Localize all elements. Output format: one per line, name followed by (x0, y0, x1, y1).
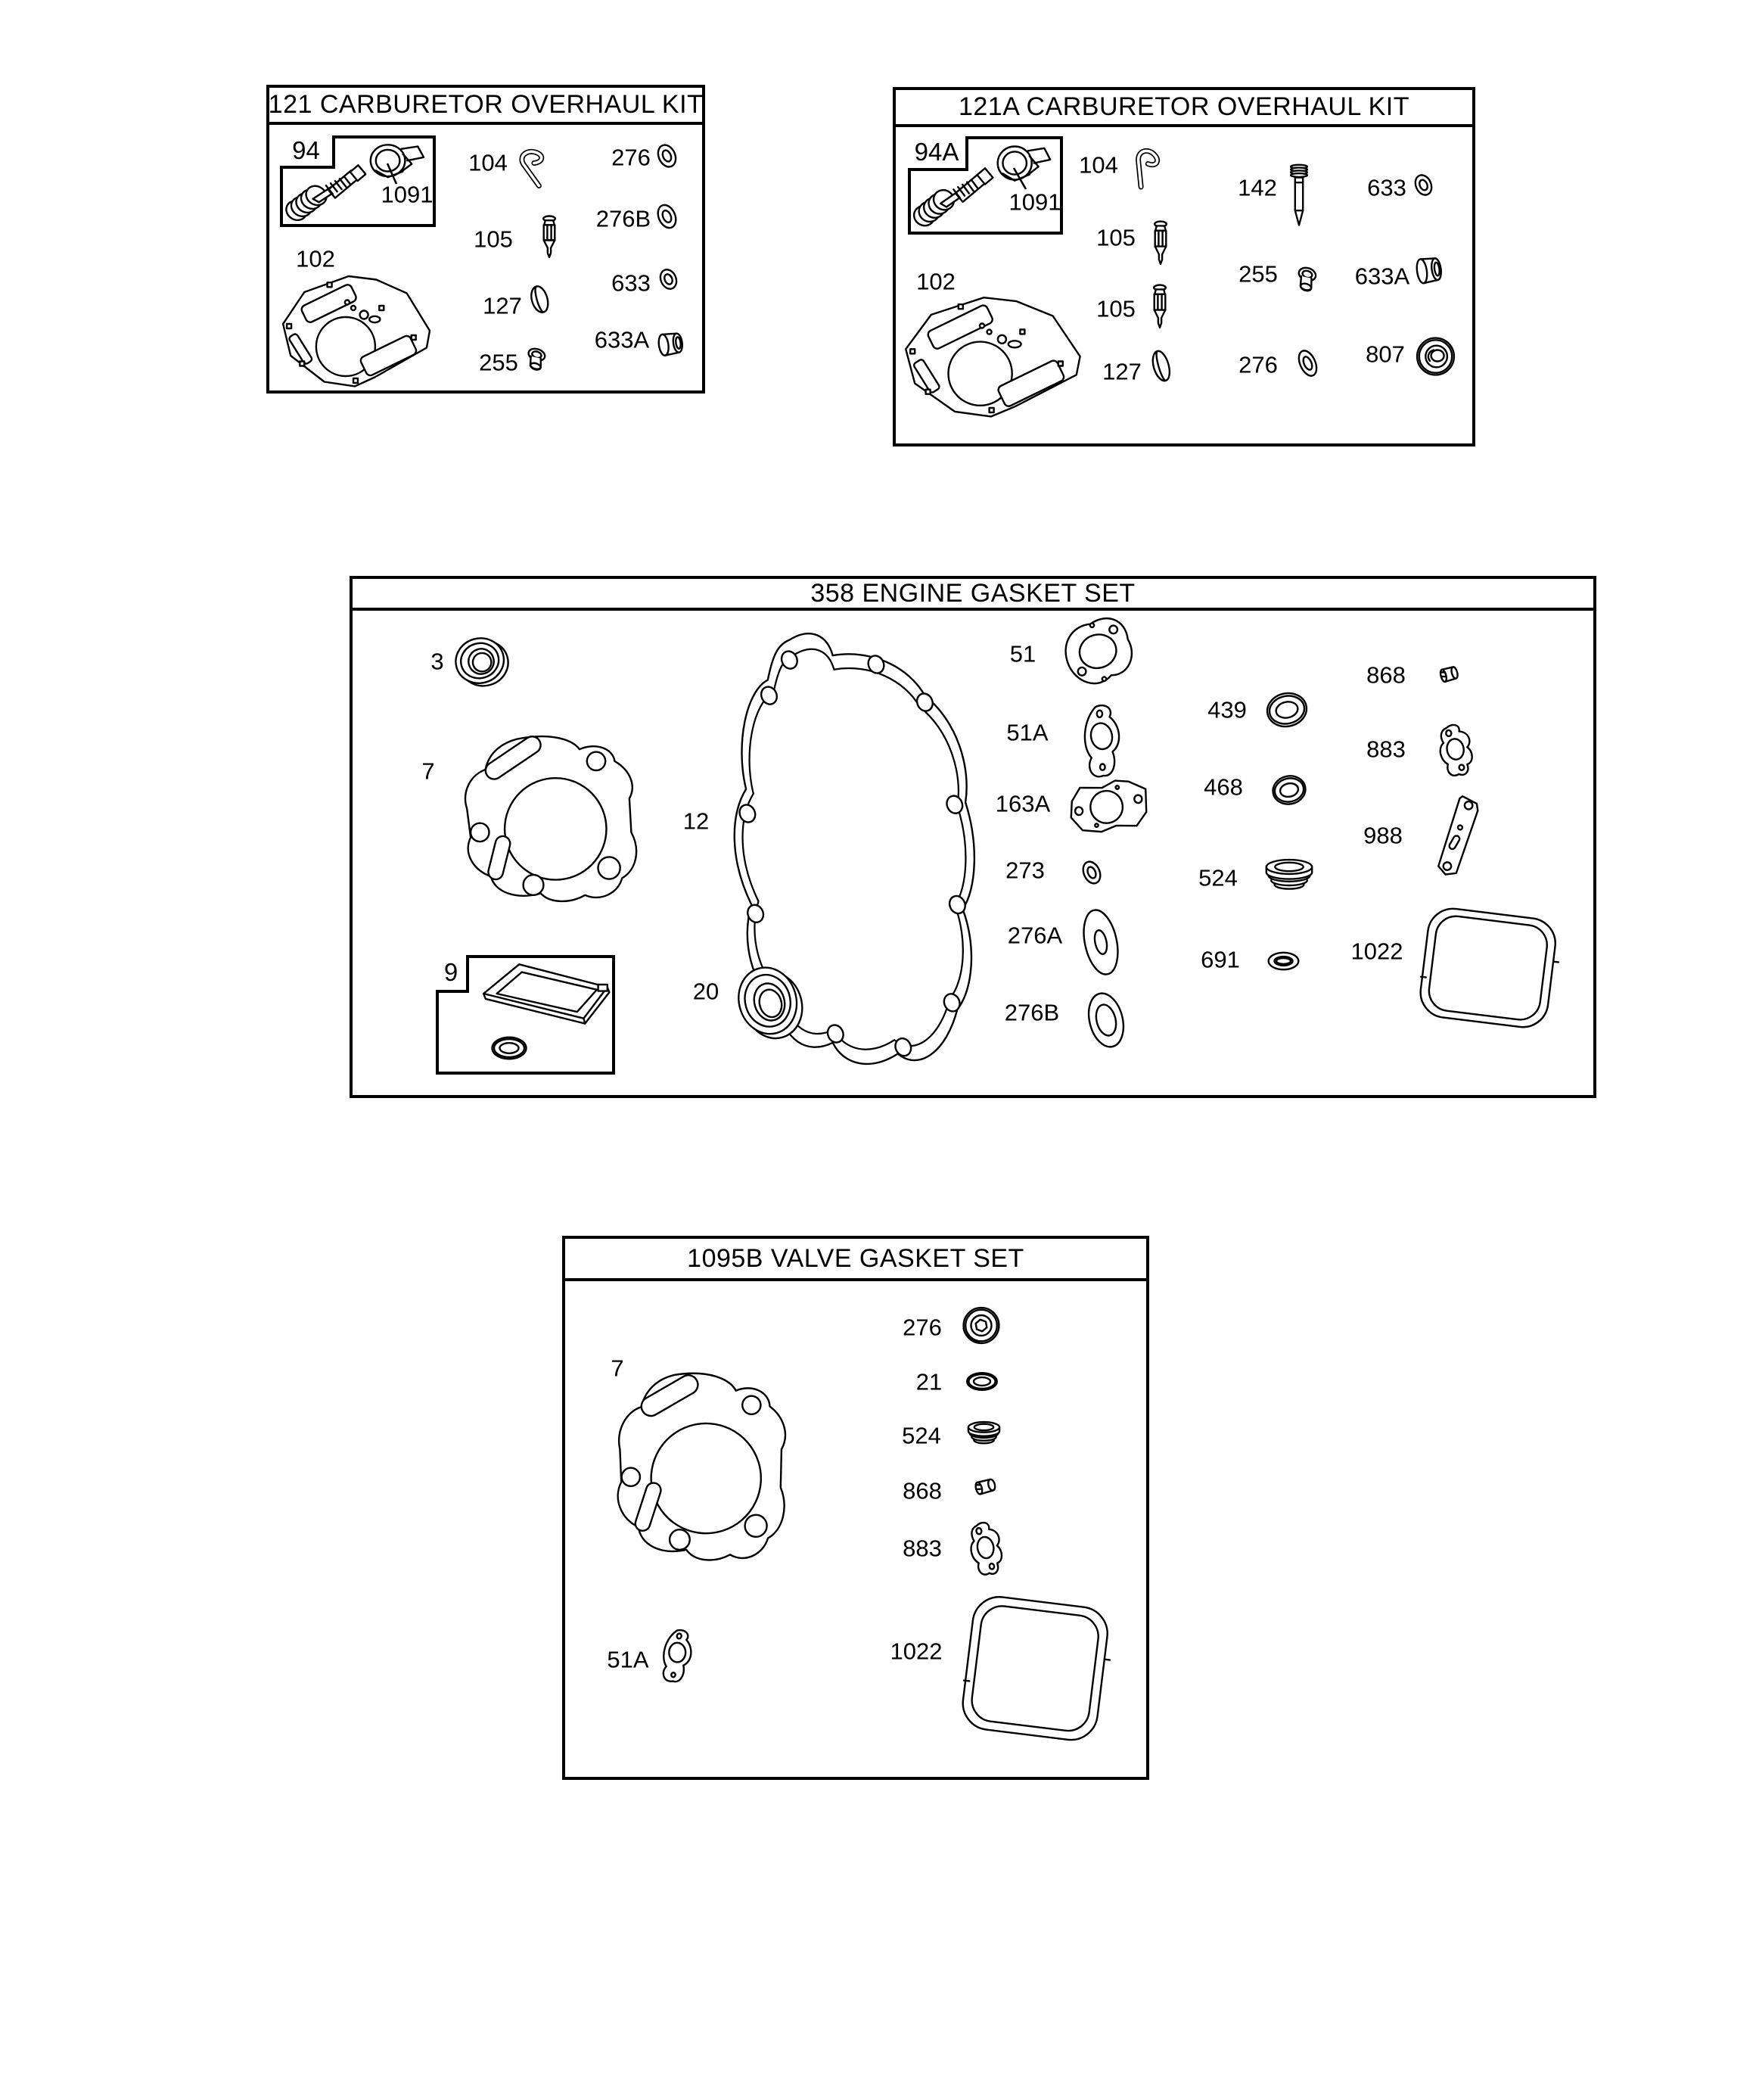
part-label-105: 105 (1096, 224, 1136, 251)
sub-box-label-94a: 94A (908, 136, 968, 171)
part-label-524: 524 (902, 1422, 941, 1449)
kit-box-title: 358 ENGINE GASKET SET (353, 579, 1593, 611)
part-label-276: 276 (1238, 351, 1278, 378)
kit-box-content (896, 90, 1472, 443)
part-label-1022: 1022 (1350, 938, 1403, 965)
part-drawing-276a (1082, 907, 1120, 978)
part-drawing-255 (524, 349, 552, 372)
part-label-273: 273 (1005, 857, 1045, 884)
part-drawing-142 (1289, 163, 1309, 227)
part-drawing-102 (900, 295, 1082, 418)
part-drawing-276 (657, 143, 677, 169)
part-drawing-276b (1086, 990, 1126, 1050)
part-label-276b: 276B (595, 205, 651, 232)
part-label-807: 807 (1366, 341, 1405, 368)
part-label-633: 633 (1367, 174, 1406, 201)
part-drawing-104 (514, 149, 555, 187)
part-label-7: 7 (611, 1355, 624, 1382)
part-label-163a: 163A (995, 790, 1051, 817)
part-drawing-51a (1077, 704, 1127, 781)
part-label-633: 633 (611, 269, 651, 297)
part-drawing-21 (965, 1371, 999, 1392)
part-drawing-868 (974, 1477, 996, 1496)
part-label-20: 20 (692, 978, 719, 1005)
leader-line (908, 136, 1063, 235)
kit-box-content (269, 88, 702, 390)
kit-box-121-carburetor-overhaul (266, 85, 705, 394)
kit-box-content (353, 579, 1593, 1095)
part-label-691: 691 (1201, 946, 1240, 973)
part-label-1091: 1091 (1008, 188, 1061, 216)
part-drawing-flatring (490, 1035, 528, 1061)
part-label-7: 7 (421, 758, 435, 785)
part-label-883: 883 (1366, 736, 1406, 763)
part-drawing-valvecover (480, 961, 611, 1026)
part-label-276b: 276B (1004, 999, 1060, 1026)
part-label-51a: 51A (1006, 719, 1049, 746)
part-label-868: 868 (1366, 661, 1406, 689)
part-label-12: 12 (682, 807, 710, 835)
part-label-127: 127 (1102, 358, 1142, 385)
part-drawing-51a (651, 1625, 701, 1688)
part-label-439: 439 (1207, 696, 1247, 723)
part-drawing-883 (1437, 723, 1475, 778)
part-drawing-524 (1262, 857, 1316, 896)
part-drawing-633a (656, 331, 685, 357)
kit-box-121a-carburetor-overhaul (893, 87, 1475, 446)
part-drawing-883 (968, 1521, 1005, 1577)
part-label-276: 276 (611, 144, 651, 171)
kit-box-content (565, 1239, 1146, 1777)
part-drawing-633a (1414, 255, 1444, 285)
part-label-127: 127 (483, 292, 522, 319)
part-drawing-633 (1414, 173, 1433, 197)
part-label-51a: 51A (607, 1646, 649, 1673)
part-label-102: 102 (916, 268, 956, 295)
sub-box-label-94: 94 (280, 135, 335, 169)
part-drawing-273 (1082, 860, 1102, 885)
part-label-988: 988 (1363, 822, 1403, 849)
part-drawing-105 (539, 216, 559, 258)
sub-box-label-9: 9 (436, 955, 469, 993)
kit-box-358-engine-gasket-set (350, 576, 1596, 1098)
part-drawing-163a (1067, 778, 1151, 835)
part-drawing-105 (1151, 221, 1170, 265)
part-drawing-102 (278, 274, 431, 387)
part-label-51: 51 (1009, 640, 1036, 667)
part-label-255: 255 (479, 349, 518, 376)
part-label-142: 142 (1238, 174, 1277, 201)
part-drawing-276 (1298, 348, 1317, 378)
part-label-633a: 633A (594, 326, 650, 353)
part-drawing-633 (659, 268, 678, 291)
part-label-633a: 633A (1354, 263, 1410, 290)
part-drawing-807 (1416, 338, 1456, 375)
part-label-524: 524 (1198, 864, 1238, 891)
part-label-3: 3 (430, 648, 444, 675)
part-label-104: 104 (1079, 151, 1118, 179)
part-drawing-691 (1267, 950, 1300, 972)
part-drawing-988 (1433, 793, 1477, 878)
part-label-105: 105 (1096, 295, 1136, 322)
kit-box-title: 121A CARBURETOR OVERHAUL KIT (896, 90, 1472, 127)
part-label-1022: 1022 (890, 1638, 943, 1665)
kit-box-title: 121 CARBURETOR OVERHAUL KIT (269, 88, 702, 125)
part-label-21: 21 (915, 1368, 943, 1395)
kit-box-title: 1095B VALVE GASKET SET (565, 1239, 1146, 1281)
part-label-255: 255 (1238, 260, 1278, 288)
part-label-276: 276 (903, 1314, 942, 1341)
part-drawing-3 (452, 634, 510, 689)
leader-line (280, 135, 436, 227)
part-drawing-276b (657, 203, 677, 230)
part-drawing-439 (1261, 686, 1313, 734)
part-label-883: 883 (903, 1535, 942, 1562)
part-label-102: 102 (296, 245, 335, 272)
part-label-468: 468 (1204, 773, 1243, 801)
part-label-104: 104 (468, 149, 508, 176)
kit-box-1095b-valve-gasket-set (562, 1236, 1149, 1780)
part-drawing-868 (1439, 664, 1459, 684)
part-drawing-468 (1268, 770, 1310, 810)
part-drawing-51 (1059, 614, 1139, 698)
part-drawing-105 (1150, 285, 1170, 328)
part-drawing-7 (604, 1365, 800, 1568)
part-drawing-255 (1294, 268, 1323, 294)
part-drawing-127 (527, 285, 551, 315)
part-label-868: 868 (903, 1477, 942, 1504)
part-drawing-1022 (1415, 904, 1564, 1034)
part-drawing-127 (1148, 349, 1172, 384)
part-drawing-20 (735, 961, 803, 1043)
part-drawing-276 (962, 1307, 1001, 1344)
part-drawing-524 (965, 1420, 1002, 1448)
part-drawing-7 (458, 734, 642, 904)
part-drawing-1022 (958, 1591, 1115, 1750)
part-drawing-104 (1120, 142, 1173, 195)
part-label-276a: 276A (1007, 922, 1063, 949)
part-label-1091: 1091 (381, 181, 434, 208)
part-label-105: 105 (474, 226, 513, 253)
